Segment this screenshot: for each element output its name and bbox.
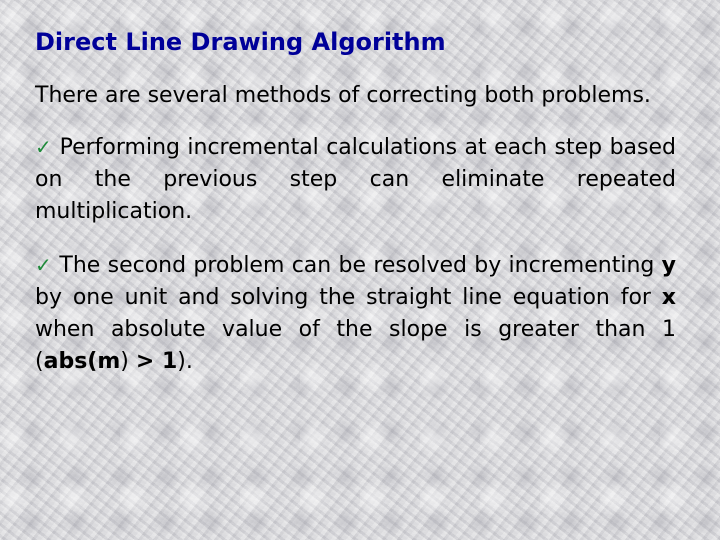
bullet-item-incremental [35,131,676,228]
intro-paragraph: There are several methods of correcting both problems. [35,83,651,108]
bullet-item-second-problem [35,249,676,378]
checkmark-icon: ✓ [35,253,53,277]
bullet-text-part-e: ). [177,349,193,374]
bullet-text: Performing incremental calculations at each step based on the previous step can eliminate repeated multiplication. [35,135,676,224]
bullet-text-part-b: by one unit and solving the straight line equation for [35,285,651,310]
checkmark-icon: ✓ [35,135,53,159]
variable-x: x [661,285,676,310]
bullet-text-part-d: ) [120,349,129,374]
variable-y: y [661,253,677,278]
slide-content [35,22,676,378]
greater-than-one: > 1 [135,349,178,374]
slide-title: Direct Line Drawing Algorithm [35,28,446,56]
bullet-text-part-c: when absolute value of the slope is greater than 1 ( [35,317,676,374]
abs-m-expression: abs(m [43,349,121,374]
bullet-text-part-a: The second problem can be resolved by incrementing [59,253,655,278]
